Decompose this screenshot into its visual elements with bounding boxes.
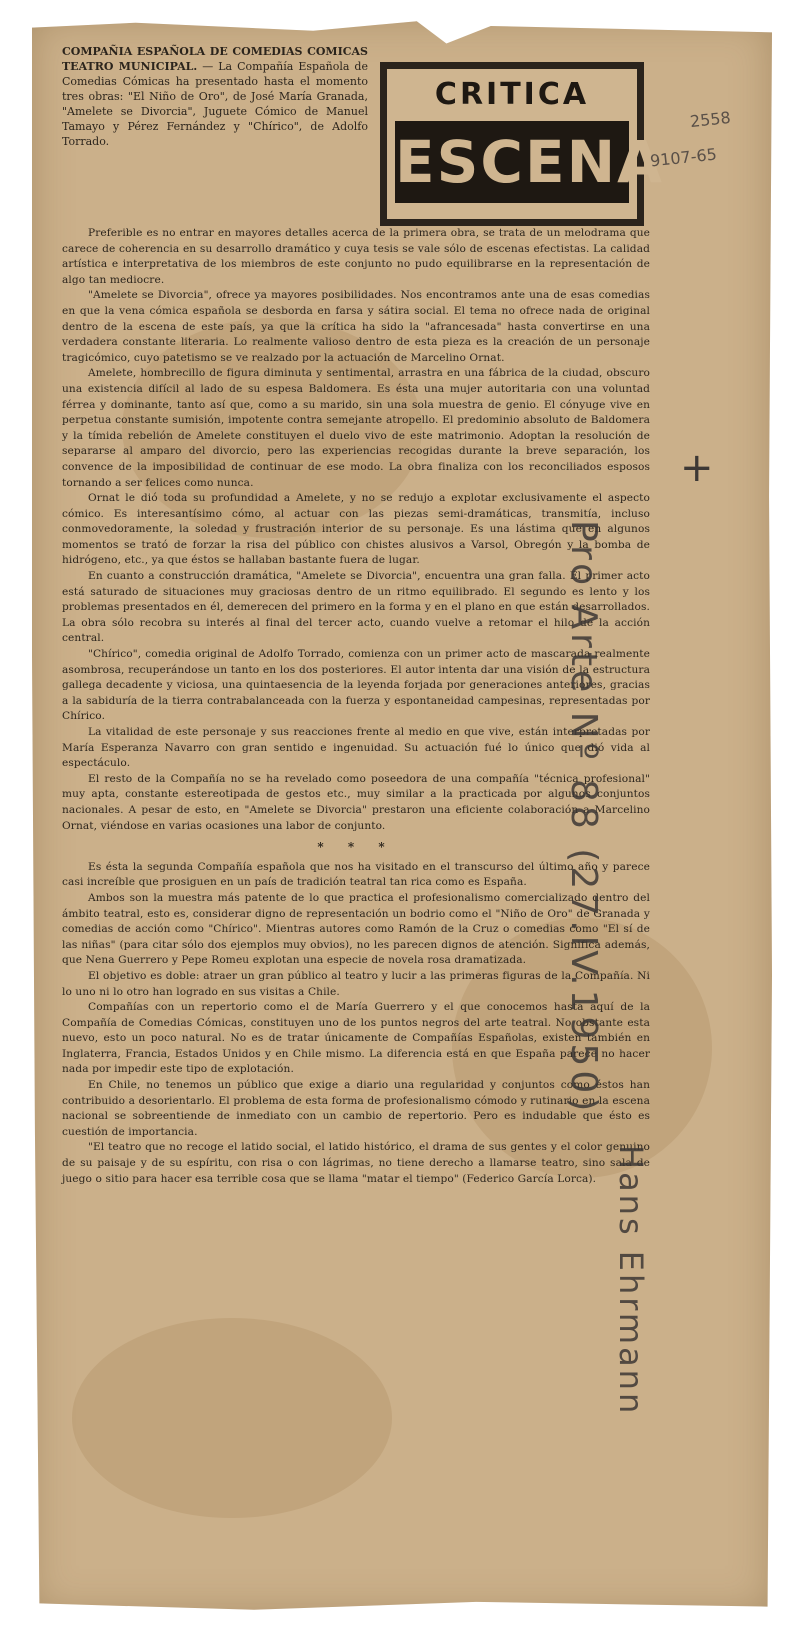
section-separator: * * * [317,840,395,855]
lead-title: COMPAÑIA ESPAÑOLA DE COMEDIAS COMICAS TEATRO MUNICIPAL. [62,45,368,73]
paragraph: En Chile, no tenemos un público que exige a diario una regularidad y conjuntos como éstos han contribuido a desorientarlo. El problema de esta forma de profesionalismo cómodo y rutinario en la escena nacional se sobreentiende de inmediato con un cambio de repertorio. Pero es indudable que ésto es cuestión de importancia. [62,1079,650,1138]
handwritten-author-note: Hans Ehrmann [612,1145,650,1417]
archive-number: 2558 [689,107,732,132]
paragraph: Amelete, hombrecillo de figura diminuta y sentimental, arrastra en una fábrica de la ciudad, obscuro una existencia difícil al lado de su espesa Baldomera. Es ésta una mujer autoritaria con una voluntad férrea y dominante, tanto así que, como a su marido, sin una sola muestra de genio. El cónyuge vive en perpetua constante sumisión, impotente contra semejante atropello. El predominio absoluto de Baldomera y la tímida rebelión de Amelete constituyen el duelo vivo de este matrimonio. Adoptan la resolución de separarse al amparo del divorcio, pero las experiencias recogidas durante la breve separación, los convence de la imposibilidad de continuar de ese modo. La obra finaliza con los reconciliados esposos tornando a ser felices como nunca. [62,367,650,489]
handwritten-mark: + [680,445,714,491]
handwritten-source-note: Pro Arte Nº 88 (27.IV.1950) [563,520,604,1116]
masthead-main-text: ESCENA [395,121,629,203]
paragraph: Ornat le dió toda su profundidad a Amelete, y no se redujo a explotar exclusivamente el aspecto cómico. Es interesantísimo cómo, al actuar con las piezas semi-dramáticas, transmitía, incluso conmovedoramente, la soledad y frustración interior de su personaje. Es una lástima que en algunos momentos se trató de forzar la risa del público con chistes alusivos a Varsol, Obregón y la bomba de hidrógeno, etc., ya que éstos se hallaban bastante fuera de lugar. [62,492,650,567]
article-lead [62,44,368,149]
paragraph: El resto de la Compañía no se ha revelado como poseedora de una compañía "técnica profesional" muy apta, constante estereotipada de gestos etc., muy similar a la practicada por algunos conjuntos nacionales. A pesar de esto, en "Amelete se Divorcia" prestaron una eficiente colaboración a Marcelino Ornat, viéndose en varias ocasiones una labor de conjunto. [62,772,650,832]
paragraph: Preferible es no entrar en mayores detalles acerca de la primera obra, se trata de un melodrama que carece de coherencia en su desarrollo dramático y cuya tesis se vale sólo de escenas efectistas. La calidad artística e interpretativa de los miembros de este conjunto no pudo equilibrarse en la representación de algo tan mediocre. [62,227,650,286]
paragraph: En cuanto a construcción dramática, "Amelete se Divorcia", encuentra una gran falla. El primer acto está saturado de situaciones muy graciosas dentro de un ritmo equilibrado. El segundo es lento y los problemas presentados en él, demerecen del primero en la forma y en el plano en que están desarrollados. La obra sólo recobra su interés al final del tercer acto, cuando vuelve a retomar el hilo de la acción central. [62,570,650,645]
paragraph: Compañías con un repertorio como el de María Guerrero y el que conocemos hasta aquí de la Compañía de Comedias Cómicas, constituyen uno de los puntos negros del arte teatral. No obstante esta nuevo, esto un poco natural. No es de tratar únicamente de Compañías Españolas, existen también en Inglaterra, Francia, Estados Unidos y en Chile mismo. La diferencia está en que España parece no hacer nada por impedir este tipo de explotación. [62,1001,650,1076]
masthead-top-text: CRITICA [434,77,590,112]
paragraph: La vitalidad de este personaje y sus reacciones frente al medio en que vive, están interpretadas por María Esperanza Navarro con gran sentido e ingenuidad. Su actuación fué lo único que dió vida al espectáculo. [62,726,650,770]
critica-escena-masthead [380,62,665,226]
lead-body: — La Compañía Española de Comedias Cómicas ha presentado hasta el momento tres obras: "El Niño de Oro", de José María Granada, "Amelete se Divorcia", Juguete Cómico de Manuel Tamayo y Pérez Fernández y "Chírico", de Adolfo Torrado. [62,60,368,148]
archive-code: 9107-65 [649,144,718,171]
paragraph: Ambos son la muestra más patente de lo que practica el profesionalismo comercializado dentro del ámbito teatral, esto es, considerar digno de representación un bodrio como el "Niño de Oro" de Granada y comedias de acción como "Chírico". Mientras autores como Ramón de la Cruz o comedias como "El sí de las niñas" (para citar sólo dos ejemplos muy obvios), no les parecen dignos de atención. Significa además, que Nena Guerrero y Pepe Romeu explotan una especie de novela rosa dramatizada. [62,891,650,967]
paragraph: Es ésta la segunda Compañía española que nos ha visitado en el transcurso del último año y parece casi increíble que prosiguen en un país de tradición teatral tan rica como es España. [62,860,650,889]
paper-stain [72,1318,392,1518]
paragraph: "Amelete se Divorcia", ofrece ya mayores posibilidades. Nos encontramos ante una de esas comedias en que la vena cómica española se desborda en farsa y sátira social. El tema no ofrece nada de original dentro de la escena de este país, ya que la crítica ha sido la "afrancesada" hasta convertirse en una verdadera constante literaria. Lo realmente valioso dentro de esta pieza es la creación de un personaje tragicómico, cuyo patetismo se ve realzado por la actuación de Marcelino Ornat. [62,289,650,364]
paragraph: "El teatro que no recoge el latido social, el latido histórico, el drama de sus gentes y el color genuino de su paisaje y de su espíritu, con risa o con lágrimas, no tiene derecho a llamarse teatro, sino sala de juego o sitio para hacer esa terrible cosa que se llama "matar el tiempo" (Federico García Lorca). [62,1141,650,1185]
article-body [62,226,650,1187]
paragraph: "Chírico", comedia original de Adolfo Torrado, comienza con un primer acto de mascarada realmente asombrosa, recuperándose un tanto en los dos posteriores. El autor intenta dar una visión de la estructura gallega decadente y viciosa, una quintaesencia de la leyenda forjada por generaciones anteriores, gracias a la sabiduría de la tierra contrabalanceada con la fuerza y espontaneidad campesinas, representadas por Chírico. [62,648,650,723]
paragraph: El objetivo es doble: atraer un gran público al teatro y lucir a las primeras figuras de la Compañía. Ni lo uno ni lo otro han logrado en sus visitas a Chile. [62,969,650,998]
